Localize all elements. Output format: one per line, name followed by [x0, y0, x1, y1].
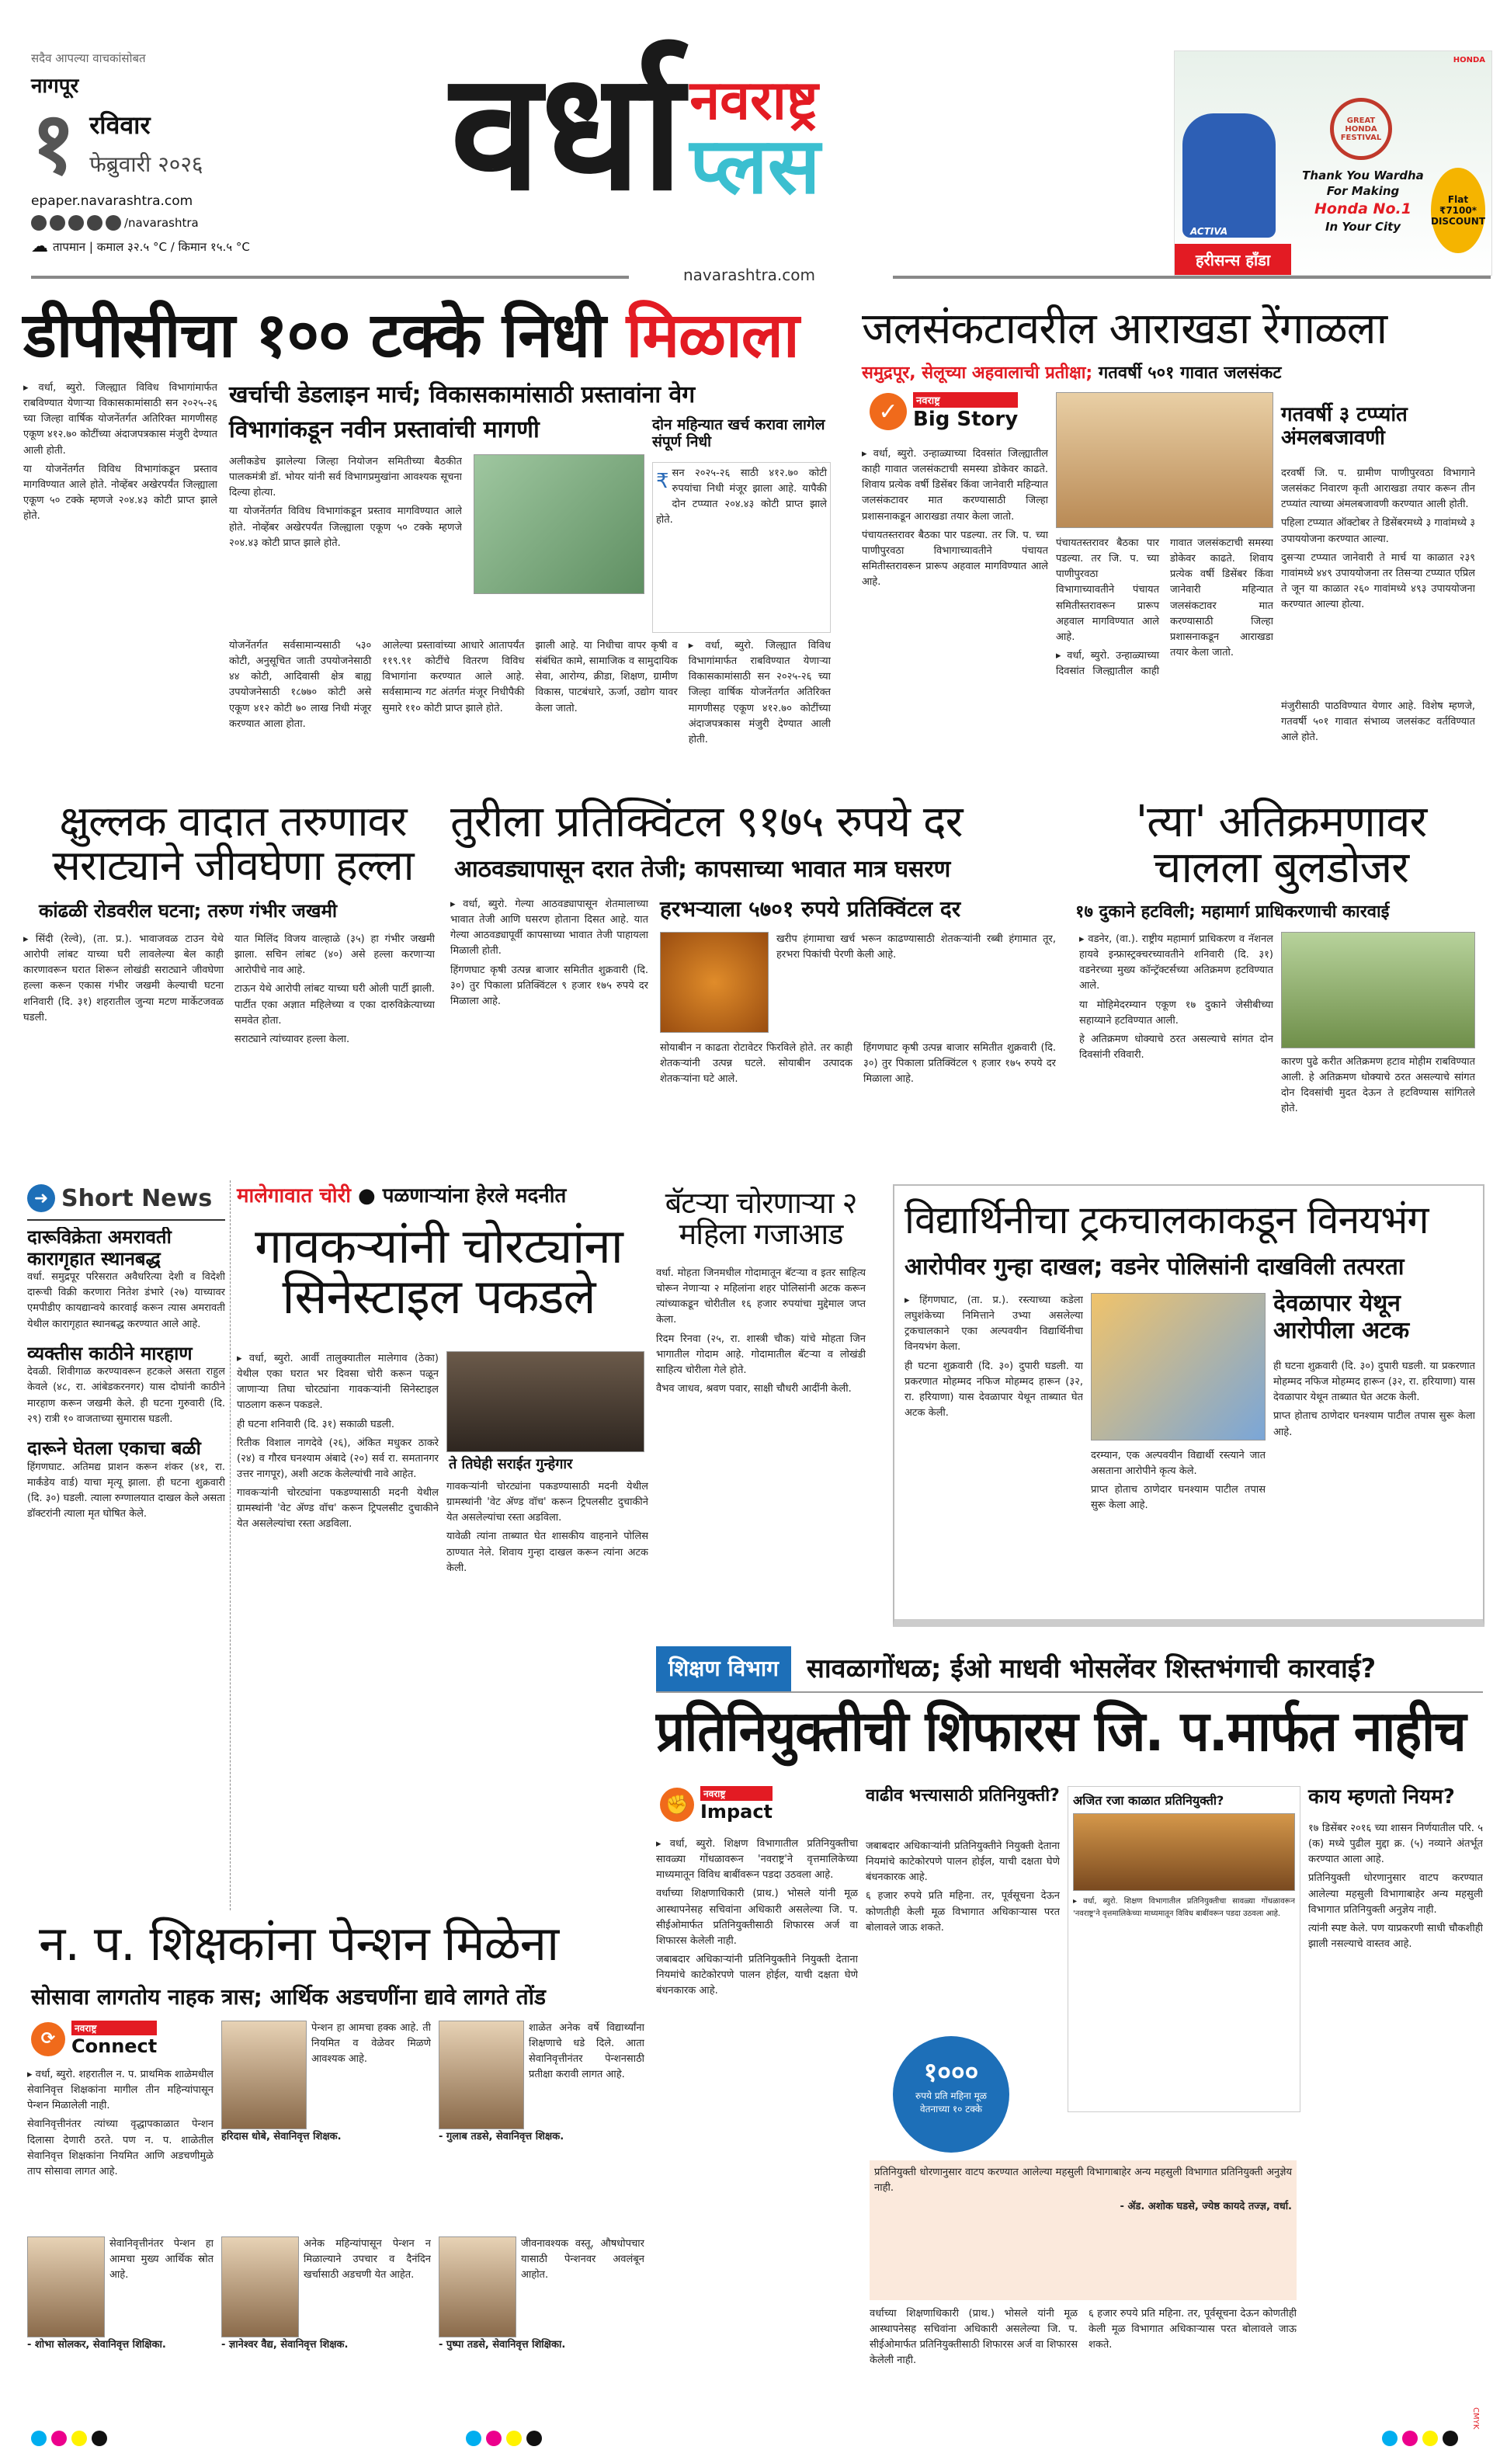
shikshan-para: जबाबदार अधिकाऱ्यांनी प्रतिनियुक्तीने नियुक्ती देताना नियमांचे काटेकोरपणे पालन होईल, याची दक्षता घेणे बंधनकारक आहे.	[656, 1953, 858, 1997]
clipping-text: ▸ वर्धा, ब्युरो. शिक्षण विभागातील प्रतिनियुक्तीचा सावळ्या गोंधळावरून 'नवराष्ट्र'ने वृत्तमालिकेच्या माध्यमातून विविध बाबींवरून पडदा उठवला आहे.	[1073, 1897, 1295, 1918]
honda-ad[interactable]	[1174, 50, 1492, 276]
pension-quote	[27, 2236, 214, 2423]
toor-column-3	[660, 1041, 1056, 1165]
yellow-dot	[506, 2431, 522, 2446]
malegaon-para: गावकऱ्यांनी चोरट्यांना पकडण्यासाठी मदनी येथील ग्रामस्थांनी 'वेट ॲण्ड वॉच' करून ट्रिपलसीट दुचाकीने येत असलेल्यांचा रस्ता अडविला.	[446, 1481, 648, 1524]
bulldozer-subhead: १७ दुकाने हटविली; महामार्ग प्राधिकरणाची कारवाई	[1075, 902, 1390, 922]
shikshan-column-2	[866, 1839, 1060, 2033]
short-news-head: व्यक्तीस काठीने मारहाण	[27, 1342, 193, 1364]
shikshan-para: वर्धाच्या शिक्षणाधिकारी (प्राथ.) भोसले यांनी मूळ आस्थापनेसह सचिवांना अधिकारी असलेल्या जि. प. सीईओमार्फत प्रतिनियुक्तीसाठी शिफारस अर्ज वा शिफारस केलेली नाही.	[870, 2308, 1078, 2367]
water-column-2	[1056, 536, 1273, 784]
honda-logo: HONDA	[1453, 56, 1485, 64]
logo-navarashtra: नवराष्ट्र	[689, 68, 818, 132]
badge-label: Connect	[71, 2035, 158, 2057]
harassment-column-1	[905, 1293, 1083, 1611]
assault-subhead: कांढळी रोडवरील घटना; तरुण गंभीर जखमी	[39, 900, 338, 922]
pulses-photo	[660, 932, 769, 1033]
lead-para: झाली आहे. या निधीचा वापर कृषी व संबंधित कामे, सामाजिक व सामुदायिक सेवा, आरोग्य, क्रीडा, शिक्षण, ग्रामीण विकास, पाटबंधारे, ऊर्जा, उद्योग यावर केला जातो.	[535, 640, 678, 714]
water-side-head: गतवर्षी ३ टप्प्यांत अंमलबजावणी	[1281, 403, 1408, 450]
date: फेब्रुवारी २०२६	[89, 151, 203, 177]
toor-para: सोयाबीन न काढता रोटावेटर फिरविले होते. तर काही शेतकऱ्यांनी उत्पन्न घटले. सोयाबीन उत्पादक शेतकऱ्यांना घटे आले.	[660, 1042, 852, 1086]
festival-badge: GREAT HONDA FESTIVAL	[1330, 98, 1392, 160]
scooter-image	[1182, 113, 1276, 238]
masthead-rule-right	[893, 276, 1491, 279]
color-registration-center	[466, 2431, 547, 2449]
toor-para: हिंगणघाट कृषी उत्पन्न बाजार समितीत शुक्रवारी (दि. ३०) तुर पिकाला प्रतिक्विंटल ९ हजार १७५ रुपये दर मिळाला आहे.	[450, 964, 648, 1007]
lead-para: ▸ वर्धा, ब्युरो. जिल्ह्यात विविध विभागांमार्फत राबविण्यात येणाऱ्या विकासकामांसाठी सन २०२५-२६ च्या जिल्हा वार्षिक योजनेंतर्गत अतिरिक्त मागणीसह एकूण ४१२.७० कोटींच्या अंदाजपत्रकास मंजुरी देण्यात आली होती.	[23, 382, 217, 457]
black-dot	[526, 2431, 542, 2446]
lead-lower-columns	[229, 638, 831, 784]
malegaon-para: ▸ वर्धा, ब्युरो. आर्वी तालुक्यातील मालेगाव (ठेका) येथील एका घरात भर दिवसा चोरी करून पळून जाणाऱ्या तिघा चोरट्यांना गावकऱ्यांनी सिनेस्टाइल पाठलाग करून पकडले.	[237, 1353, 439, 1412]
toor-headline: तुरीला प्रतिक्विंटल ९१७५ रुपये दर	[450, 797, 963, 847]
water-bullet: दरवर्षी जि. प. ग्रामीण पाणीपुरवठा विभागाने जलसंकट निवारण कृती आराखडा तयार करून तीन टप्प्यांत त्याच्या अंमलबजावणी करण्यात आली होती.	[1281, 467, 1475, 511]
weekday: रविवार	[89, 109, 151, 140]
harassment-illustration	[1091, 1293, 1266, 1441]
weather-icon: ☁	[31, 237, 48, 256]
harassment-column-3	[1273, 1359, 1475, 1611]
bulldozer-column-2	[1281, 1055, 1475, 1165]
shikshan-para: जबाबदार अधिकाऱ्यांनी प्रतिनियुक्तीने नियुक्ती देताना नियमांचे काटेकोरपणे पालन होईल, याची दक्षता घेणे बंधनकारक आहे.	[866, 1840, 1060, 1884]
social-row	[31, 215, 287, 231]
lead-side-para: सन २०२५-२६ साठी ४१२.७० कोटी रुपयांचा निधी मंजूर झाला आहे. यापैकी दोन टप्प्यात २०४.४३ कोटी प्राप्त झाले होते.	[656, 467, 827, 527]
color-registration-right	[1382, 2431, 1463, 2449]
malegaon-kicker-red: मालेगावात चोरी	[237, 1184, 351, 1208]
quote-text: पेन्शन हा आमचा हक्क आहे. ती नियमित व वेळेवर मिळणे आवश्यक आहे.	[311, 2022, 431, 2066]
lead-headline	[23, 299, 839, 371]
lead-subhead: खर्चाची डेडलाइन मार्च; विकासकामांसाठी प्रस्तावांना वेग	[229, 381, 696, 408]
rule-para: प्रतिनियुक्ती धोरणानुसार वाटप करण्यात आलेल्या महसुली विभागाबाहेर अन्य महसुली विभागात प्रतिनियुक्ती अनुज्ञेय नाही.	[1308, 1872, 1483, 1916]
pension-headline: न. प. शिक्षकांना पेन्शन मिळेना	[39, 1915, 559, 1972]
lead-column-1	[23, 381, 217, 784]
harassment-para: ही घटना शुक्रवारी (दि. ३०) दुपारी घडली. या प्रकरणात मोहम्मद नफिज मोहम्मद हारून (३२, रा. हरियाणा) यास देवळापार येथून ताब्यात घेत अटक केली.	[905, 1360, 1083, 1419]
badge-label: Big Story	[913, 408, 1019, 431]
shikshan-para: वर्धाच्या शिक्षणाधिकारी (प्राथ.) भोसले यांनी मूळ आस्थापनेसह सचिवांना अधिकारी असलेल्या जि. प. सीईओमार्फत प्रतिनियुक्तीसाठी शिफारस अर्ज वा शिफारस केलेली नाही.	[656, 1888, 858, 1947]
short-news-head: दारूने घेतला एकाचा बळी	[27, 1437, 201, 1459]
quote-name: - पुष्पा तडसे, सेवानिवृत्त शिक्षिका.	[439, 2339, 566, 2351]
shikshan-banner	[656, 1646, 1483, 1693]
badge-top: नवराष्ट्र	[913, 392, 1018, 408]
news-clipping	[1068, 1786, 1300, 2112]
magenta-dot	[486, 2431, 502, 2446]
water-tank-photo	[1056, 392, 1273, 528]
ad-model: ACTIVA	[1190, 226, 1228, 237]
magenta-dot	[51, 2431, 67, 2446]
malegaon-column-1	[237, 1351, 439, 1910]
shikshan-column-1	[656, 1837, 858, 2423]
short-news-text: हिंगणघाट. अतिमद्य प्राशन करून शंकर (४१, रा. मार्कंडेय वार्ड) याचा मृत्यू झाला. ही घटना शुक्रवारी (दि. ३०) घडली. त्याला रुग्णालयात दाखल केले असता डॉक्टरांनी त्याला मृत घोषित केले.	[27, 1461, 225, 1520]
water-headline: जलसंकटावरील आराखडा रेंगाळला	[862, 304, 1387, 354]
cyan-dot	[1382, 2431, 1398, 2446]
cyan-dot	[31, 2431, 47, 2446]
pension-quote	[439, 2236, 644, 2423]
bulldozer-headline: 'त्या' अतिक्रमणावर चालला बुलडोजर	[1135, 797, 1427, 893]
quote-name: - ज्ञानेश्वर वैद्य, सेवानिवृत्त शिक्षक.	[221, 2339, 349, 2351]
cyan-dot	[466, 2431, 481, 2446]
short-news-item	[27, 1438, 225, 1522]
ad-line4: In Your City	[1325, 220, 1401, 235]
short-news-head: दारूविक्रेता अमरावती कारागृहात स्थानबद्ध	[27, 1227, 172, 1270]
shikshan-quote-box	[870, 2160, 1297, 2300]
lead-para: या योजनेंतर्गत विविध विभागांकडून प्रस्ताव मागविण्यात आले होते. नोव्हेंबर अखेरपर्यंत जिल्ह्याला एकूण ५० टक्के म्हणजे २०४.४३ कोटी प्राप्त झाले होते.	[229, 506, 462, 549]
yellow-dot	[1422, 2431, 1438, 2446]
shikshan-para: ६ हजार रुपये प्रति महिना. तर, पूर्वसूचना देऊन कोणतीही केली मूळ विभागात अधिकाऱ्यास परत बोलावले जाऊ शकते.	[1089, 2308, 1297, 2351]
malegaon-kicker-text: पळणाऱ्यांना हेरले मदनीत	[382, 1184, 567, 1208]
pension-quote	[221, 2021, 431, 2230]
water-subline-text: गतवर्षी ५०१ गावात जलसंकट	[1098, 363, 1282, 383]
harassment-column-2	[1091, 1448, 1266, 1611]
masthead-info	[31, 50, 287, 256]
water-para: ▸ वर्धा, ब्युरो. उन्हाळ्याच्या दिवसांत जिल्ह्यातील काही गावात जलसंकटाची समस्या डोकेवर काढते. शिवाय प्रत्येक वर्षी डिसेंबर किंवा जानेवारी महिन्यात जलसंकटावर मात करण्यासाठी जिल्हा प्रशासनाकडून आराखडा तयार केला जातो.	[1056, 537, 1273, 678]
shikshan-column-3	[870, 2306, 1297, 2423]
toor-subhead: आठवड्यापासून दरात तेजी; कापसाच्या भावात मात्र घसरण	[454, 856, 951, 883]
facebook-icon[interactable]	[31, 215, 47, 231]
black-dot	[92, 2431, 107, 2446]
water-subline-red: समुद्रपूर, सेलूच्या अहवालाची प्रतीक्षा;	[862, 363, 1093, 383]
toor-column-1	[450, 897, 648, 1165]
harassment-para: ▸ हिंगणघाट, (ता. प्र.). रस्त्याच्या कडेला लघुशंकेच्या निमित्ताने उभ्या असलेल्या ट्रकचालकाने एका अल्पवयीन विद्यार्थिनीचा विनयभंग केला.	[905, 1295, 1083, 1354]
quote-name: - शोभा सोलकर, सेवानिवृत्त शिक्षिका.	[27, 2339, 166, 2351]
lead-para: ▸ वर्धा, ब्युरो. जिल्ह्यात विविध विभागांमार्फत राबविण्यात येणाऱ्या विकासकामांसाठी सन २०२५-२६ च्या जिल्हा वार्षिक योजनेंतर्गत अतिरिक्त मागणीसह एकूण ४१२.७० कोटींच्या अंदाजपत्रकास मंजुरी देण्यात आली होती.	[688, 640, 831, 745]
clipping-title: अजित रजा काळात प्रतिनियुक्ती?	[1073, 1793, 1224, 1808]
ad-line1: Thank You Wardha	[1302, 169, 1424, 182]
malegaon-para: ही घटना शनिवारी (दि. ३१) सकाळी घडली.	[237, 1418, 394, 1430]
battery-body	[656, 1266, 866, 1631]
social-handle[interactable]: /navarashtra	[124, 216, 199, 230]
epaper-link[interactable]: epaper.navarashtra.com	[31, 193, 193, 209]
color-registration-left	[31, 2431, 112, 2449]
harassment-para: प्राप्त होताच ठाणेदार घनश्याम पाटील तपास सुरू केला आहे.	[1091, 1484, 1266, 1512]
clipping-photo	[1073, 1813, 1295, 1891]
water-para: पंचायतस्तरावर बैठका पार पडल्या. तर जि. प. च्या पाणीपुरवठा विभागाच्यावतीने पंचायत समितीस्तरावरून प्रारूप अहवाल मागविण्यात आले आहे.	[1056, 537, 1159, 643]
weather-readout: तापमान | कमाल ३२.५ °C / किमान १५.५ °C	[53, 239, 250, 254]
harassment-para: दरम्यान, एक अल्पवयीन विद्यार्थी रस्त्याने जात असताना आरोपीने कृत्य केले.	[1091, 1450, 1266, 1478]
pension-quote	[439, 2021, 644, 2230]
ad-line2: For Making	[1326, 184, 1400, 199]
amount-value: १०००	[923, 2057, 979, 2088]
assault-body	[23, 932, 435, 1165]
short-news-badge	[27, 1184, 212, 1212]
arrow-icon: ➜	[27, 1184, 55, 1212]
rule-para: १७ डिसेंबर २०१६ च्या शासन निर्णयातील परि. ५ (क) मध्ये पुढील मुद्दा क्र. (५) नव्याने अंतर्भूत करण्यात आला आहे.	[1308, 1823, 1483, 1866]
logo-wardha: वर्धा	[450, 36, 684, 227]
battery-para: वर्धा. मोहता जिनमधील गोदामातून बॅटऱ्या व इतर साहित्य चोरून नेणाऱ्या २ महिलांना शहर पोलिसांनी अटक करून त्यांच्याकडून चोरीतील १६ हजार रुपयांचा मुद्देमाल जप्त केला.	[656, 1267, 866, 1326]
short-news-list	[27, 1227, 225, 1910]
quote-name: हरिदास धोबे, सेवानिवृत्त शिक्षक.	[221, 2131, 342, 2143]
lead-para: या योजनेंतर्गत विविध विभागांकडून प्रस्ताव मागविण्यात आले होते. नोव्हेंबर अखेरपर्यंत जिल्ह्याला एकूण ५० टक्के म्हणजे २०४.४३ कोटी प्राप्त झाले होते.	[23, 463, 217, 523]
malegaon-para: गावकऱ्यांनी चोरट्यांना पकडण्यासाठी मदनी येथील ग्रामस्थांनी 'वेट ॲण्ड वॉच' करून ट्रिपलसीट दुचाकीने येत असलेल्यांचा रस्ता अडविला.	[237, 1487, 439, 1531]
connect-badge	[31, 2021, 157, 2057]
assault-headline: क्षुल्लक वादात तरुणावर सराट्याने जीवघेणा हल्ला	[52, 797, 414, 890]
teacher-photo	[439, 2236, 516, 2337]
bulldozer-photo	[1281, 932, 1475, 1048]
harassment-subhead: आरोपीवर गुन्हा दाखल; वडनेर पोलिसांनी दाखविली तत्परता	[905, 1253, 1405, 1281]
badge-label: Impact	[700, 1801, 773, 1823]
water-bullets	[1281, 466, 1475, 695]
yellow-dot	[71, 2431, 87, 2446]
pension-body	[27, 2067, 214, 2226]
lead-para: आलेल्या प्रस्तावांच्या आधारे आतापर्यंत ११९.९१ कोटींचे वितरण विविध विभागांना करण्यात आले आहे. सर्वसामान्य गट अंतर्गत मंजूर निधीपैकी सुमारे ११० कोटी प्राप्त झाले होते.	[382, 640, 525, 714]
shikshan-headline: प्रतिनियुक्तीची शिफारस जि. प.मार्फत नाहीच	[656, 1698, 1466, 1764]
bulldozer-para: हे अतिक्रमण धोक्याचे ठरत असल्याचे सांगत दोन दिवसांनी रविवारी.	[1079, 1033, 1273, 1061]
malegaon-para: रितीक विशाल नागदेवे (२६), अंकित मधुकर ठाकरे (२४) व गौरव घनश्याम अंबादे (२०) सर्व रा. समतानगर उत्तर नागपूर), अशी अटक केलेल्यांची नावे आहेत.	[237, 1437, 439, 1480]
water-column-3	[1281, 699, 1475, 784]
threads-icon[interactable]	[106, 215, 121, 231]
rupee-icon: ₹	[656, 470, 669, 493]
shikshan-question: वाढीव भत्त्यासाठी प्रतिनियुक्ती?	[866, 1786, 1060, 1805]
short-news-item	[27, 1227, 225, 1333]
quote-text: अनेक महिन्यांपासून पेन्शन न मिळाल्याने उपचार व दैनंदिन खर्चासाठी अडचणी येत आहेत.	[304, 2238, 431, 2282]
lead-side-head: दोन महिन्यात खर्च करावा लागेल संपूर्ण निधी	[652, 416, 825, 450]
battery-headline: बॅटऱ्या चोरणाऱ्या २ महिला गजाआड	[665, 1186, 857, 1251]
harassment-para: ही घटना शुक्रवारी (दि. ३०) दुपारी घडली. या प्रकरणात मोहम्मद नफिज मोहम्मद हारून (३२, रा. हरियाणा) यास देवळापार येथून ताब्यात घेत अटक केली.	[1273, 1361, 1475, 1404]
harassment-para: प्राप्त होताच ठाणेदार घनश्याम पाटील तपास सुरू केला आहे.	[1273, 1410, 1475, 1438]
lead-side-box	[652, 462, 831, 633]
x-icon[interactable]	[68, 215, 84, 231]
water-subline	[862, 363, 1475, 384]
battery-para: रिदम रिनवा (२५, रा. शास्त्री चौक) यांचे मोहता जिन भागातील गोदाम आहे. गोदामातील बॅटऱ्या व लोखंडी साहित्य चोरीला गेले होते.	[656, 1333, 866, 1376]
toor-side-head: हरभऱ्याला ५७०१ रुपये प्रतिक्विंटल दर	[660, 896, 961, 922]
shikshan-kicker: सावळागोंधळ; ईओ माधवी भोसलेंवर शिस्तभंगाची कारवाई?	[806, 1653, 1377, 1684]
tagline: सदैव आपल्या वाचकांसोबत	[31, 51, 146, 65]
black-dot	[1443, 2431, 1458, 2446]
rule-head: काय म्हणतो नियम?	[1308, 1785, 1455, 1809]
teacher-photo	[27, 2236, 105, 2337]
malegaon-kicker: मालेगावात चोरी ● पळणाऱ्यांना हेरले मदनीत	[237, 1184, 567, 1208]
instagram-icon[interactable]	[50, 215, 65, 231]
youtube-icon[interactable]	[87, 215, 102, 231]
water-column-1	[862, 447, 1048, 784]
toor-para: ▸ वर्धा, ब्युरो. गेल्या आठवड्यापासून शेतमालाच्या भावात तेजी आणि घसरण होताना दिसत आहे. यात गेल्या आठवड्यापूर्वी कापसाच्या भावात तेजी पाहायला मिळाली होती.	[450, 898, 648, 957]
pension-subhead: सोसावा लागतोय नाहक त्रास; आर्थिक अडचणींना द्यावे लागते तोंड	[31, 1984, 546, 2010]
cmyk-mark: CMYK	[1471, 2407, 1480, 2430]
water-para: पंचायतस्तरावर बैठका पार पडल्या. तर जि. प. च्या पाणीपुरवठा विभागाच्यावतीने पंचायत समितीस्तरावरून प्रारूप अहवाल मागविण्यात आले आहे.	[862, 529, 1048, 589]
assault-para: सराट्याने त्यांच्यावर हल्ला केला.	[234, 1033, 350, 1045]
bulldozer-para: ▸ वडनेर, (वा.). राष्ट्रीय महामार्ग प्राधिकरण व नॅशनल हायवे इन्फ्रास्ट्रक्चरच्यावतीने शनिवारी (दि. ३१) वडनेरच्या मुख्य कॉन्ट्रॅक्टर्सच्या अतिक्रमण हटविण्यात आले.	[1079, 933, 1273, 992]
teacher-photo	[221, 2021, 307, 2129]
quote-text: सेवानिवृत्तीनंतर पेन्शन हा आमचा मुख्य आर्थिक स्रोत आहे.	[109, 2238, 214, 2282]
lead-subhead-2: विभागांकडून नवीन प्रस्तावांची मागणी	[229, 416, 540, 443]
discount-badge: Flat ₹7100* DISCOUNT	[1431, 168, 1485, 253]
section-tag: शिक्षण विभाग	[656, 1646, 791, 1692]
lead-para: अलीकडेच झालेल्या जिल्हा नियोजन समितीच्या बैठकीत पालकमंत्री डॉ. भोयर यांनी सर्व विभागप्रमुखांना आवश्यक सूचना दिल्या होत्या.	[229, 456, 462, 499]
hand-icon: ✊	[660, 1788, 694, 1822]
quote-para: प्रतिनियुक्ती धोरणानुसार वाटप करण्यात आलेल्या महसुली विभागाबाहेर अन्य महसुली विभागात प्रतिनियुक्ती अनुज्ञेय नाही.	[874, 2167, 1292, 2195]
lead-para: योजनेंतर्गत सर्वसामान्यसाठी ५३० कोटी, अनुसूचित जाती उपयोजनेसाठी ४४ कोटी, आदिवासी क्षेत्र बाह्य उपयोजनेसाठी १८७७० कोटी असे एकूण ४१२ कोटी ७० लाख निधी मंजूर करण्यात आला होता.	[229, 640, 372, 730]
short-news-text: वर्धा. समुद्रपूर परिसरात अवैधरित्या देशी व विदेशी दारूची विक्री करणारा नितेश डंभारे (२७) याच्यावर एमपीडीए कायद्यान्वये कारवाई करून त्यास अमरावती येथील कारागृहात स्थानबद्ध करण्यात आले आहे.	[27, 1271, 225, 1330]
dealer-name: हरीसन्स हॉंडा	[1175, 244, 1291, 275]
photo-caption: ते तिघेही सराईत गुन्हेगार	[449, 1456, 573, 1472]
logo-plus: प्लस	[689, 120, 821, 211]
impact-badge	[660, 1786, 773, 1823]
toor-column-2	[776, 932, 1056, 1033]
water-bullet: पहिला टप्प्यात ऑक्टोबर ते डिसेंबरमध्ये ३ गावांमध्ये ३ उपाययोजना करण्यात आल्या.	[1281, 517, 1475, 545]
rule-column	[1308, 1821, 1483, 2423]
harassment-headline: विद्यार्थिनीचा ट्रकचालकाकडून विनयभंग	[905, 1197, 1429, 1242]
bulldozer-para: या मोहिमेदरम्यान एकूण १७ दुकाने जेसीबीच्या सहाय्याने हटविण्यात आली.	[1079, 999, 1273, 1027]
water-bullet: दुसऱ्या टप्प्यात जानेवारी ते मार्च या काळात २३९ गावांमध्ये ४४९ उपाययोजना तर तिसऱ्या टप्प्यात एप्रिल ते जून या काळात २६० गावांमध्ये ४९३ उपाययोजना करण्यात आल्या होत्या.	[1281, 551, 1475, 611]
shikshan-para: ▸ वर्धा, ब्युरो. शिक्षण विभागातील प्रतिनियुक्तीचा सावळ्या गोंधळावरून 'नवराष्ट्र'ने वृत्तमालिकेच्या माध्यमातून विविध बाबींवरून पडदा उठवला आहे.	[656, 1838, 858, 1882]
teacher-photo	[439, 2021, 524, 2129]
magenta-dot	[1402, 2431, 1418, 2446]
assault-para: यात मिलिंद विजय वाल्हाळे (३५) हा गंभीर जखमी झाला. सचिन लांबट (४०) असे हल्ला करणाऱ्या आरोपीचे नाव आहे.	[234, 933, 435, 977]
pension-quote	[221, 2236, 431, 2423]
toor-para: खरीप हंगामाचा खर्च भरून काढण्यासाठी शेतकऱ्यांनी रब्बी हंगामात तूर, हरभरा पिकांची पेरणी केली आहे.	[776, 933, 1056, 961]
teacher-photo	[221, 2236, 299, 2337]
checkmark-icon: ✓	[870, 393, 907, 430]
masthead-rule-left	[31, 276, 629, 279]
assault-para: ▸ सिंदी (रेल्वे), (ता. प्र.). भावाजवळ टाउन येथे आरोपी लांबट याच्या घरी लावलेल्या बेल काही कारणावरून घरात शिरून लोखंडी सराट्याने जीवघेणा हल्ला करून एकास गंभीर जखमी केल्याची घटना शनिवारी (दि. ३१) शहरातील जुन्या मटण मार्केटजवळ घडली.	[23, 933, 224, 1023]
short-news-item	[27, 1343, 225, 1427]
bulldozer-column-1	[1079, 932, 1273, 1165]
suspects-photo	[446, 1351, 644, 1452]
pension-para: सेवानिवृत्तीनंतर त्यांच्या वृद्धापकाळात पेन्शन दिलासा देणारी ठरते. पण न. प. शाळेतील सेवानिवृत्त शिक्षकांना नियमित आणि अडचणीमुळे ताप सोसावा लागत आहे.	[27, 2118, 214, 2177]
amount-text: रुपये प्रति महिना मूळ वेतनाच्या १० टक्के	[915, 2090, 987, 2115]
assault-para: टाऊन येथे आरोपी लांबट याच्या घरी ओली पार्टी झाली. पार्टीत एका अज्ञात महिलेच्या व एका दारुविक्रेत्याच्या समवेत होता.	[234, 983, 435, 1027]
bulldozer-para: कारण पुढे करीत अतिक्रमण हटाव मोहीम राबविण्यात आली. हे अतिक्रमण धोक्याचे ठरत असल्याचे सांगत दोन दिवसांची मुदत देऊन ते हटविण्यास सांगितले होते.	[1281, 1056, 1475, 1115]
ad-line3: Honda No.1	[1314, 200, 1411, 217]
connect-icon: ⟳	[31, 2022, 65, 2056]
newspaper-logo	[450, 36, 821, 227]
shikshan-para: ६ हजार रुपये प्रति महिना. तर, पूर्वसूचना देऊन कोणतीही केली मूळ विभागात अधिकाऱ्यास परत बोलावले जाऊ शकते.	[866, 1890, 1060, 1934]
quote-text: शाळेत अनेक वर्षे विद्यार्थ्यांना शिक्षणाचे धडे दिले. आता सेवानिवृत्तीनंतर पेन्शनसाठी प्रतीक्षा करावी लागत आहे.	[529, 2022, 644, 2081]
battery-para: वैभव जाधव, श्रवण पवार, साक्षी चौधरी आदींनी केली.	[656, 1382, 852, 1395]
big-story-badge	[870, 392, 1018, 431]
quote-signature: - ॲड. अशोक घडसे, ज्येष्ठ कायदे तज्ज्ञ, वर्धा.	[1120, 2201, 1292, 2213]
harassment-side-head: देवळापार येथून आरोपीला अटक	[1273, 1290, 1410, 1344]
water-para: मंजुरीसाठी पाठविण्यात येणार आहे. विशेष म्हणजे, गतवर्षी ५०१ गावात संभाव्य जलसंकट वर्तविण्यात आले होते.	[1281, 700, 1475, 744]
water-para: ▸ वर्धा, ब्युरो. उन्हाळ्याच्या दिवसांत जिल्ह्यातील काही गावात जलसंकटाची समस्या डोकेवर काढते. शिवाय प्रत्येक वर्षी डिसेंबर किंवा जानेवारी महिन्यात जलसंकटावर मात करण्यासाठी जिल्हा प्रशासनाकडून आराखडा तयार केला जातो.	[862, 448, 1048, 523]
malegaon-column-2	[446, 1479, 648, 1910]
city: नागपूर	[31, 75, 79, 98]
short-news-title: Short News	[61, 1184, 213, 1212]
lead-headline-red: मिळाला	[626, 299, 799, 371]
malegaon-headline: गावकऱ्यांनी चोरट्यांना सिनेस्टाइल पकडले	[255, 1218, 623, 1326]
website[interactable]: navarashtra.com	[683, 266, 815, 284]
malegaon-para: यावेळी त्यांना ताब्यात घेत शासकीय वाहनाने पोलिस ठाण्यात नेले. शिवाय गुन्हा दाखल करून त्यांना अटक केली.	[446, 1531, 648, 1574]
lead-headline-black: डीपीसीचा १०० टक्के निधी	[23, 299, 606, 371]
currency-notes-photo	[474, 454, 644, 594]
toor-para: हिंगणघाट कृषी उत्पन्न बाजार समितीत शुक्रवारी (दि. ३०) तुर पिकाला प्रतिक्विंटल ९ हजार १७५ रुपये दर मिळाला आहे.	[863, 1042, 1056, 1086]
rule-para: त्यांनी स्पष्ट केले. पण याप्रकरणी साधी चौकशीही झाली नसल्याचे वास्तव आहे.	[1308, 1922, 1483, 1950]
amount-circle	[893, 2036, 1009, 2153]
lead-column-2	[229, 454, 462, 629]
badge-top: नवराष्ट्र	[71, 2021, 157, 2035]
quote-name: - गुलाब तडसे, सेवानिवृत्त शिक्षक.	[439, 2131, 564, 2143]
badge-top: नवराष्ट्र	[700, 1786, 773, 1801]
day-number: १	[31, 93, 76, 193]
pension-para: ▸ वर्धा, ब्युरो. शहरातील न. प. प्राथमिक शाळेमधील सेवानिवृत्त शिक्षकांना मागील तीन महिन्यांपासून पेन्शन मिळालेली नाही.	[27, 2069, 214, 2112]
short-news-text: देवळी. शिवीगाळ करण्यावरून हटकले असता राहुल केवले (४८, रा. आंबेडकरनगर) यास दोघांनी काठीने मारहाण करून जखमी केले. ही घटना गुरुवारी (दि. २९) रात्री १० वाजताच्या सुमारास घडली.	[27, 1366, 225, 1425]
quote-text: जीवनावश्यक वस्तू, औषधोपचार यासाठी पेन्शनवर अवलंबून आहोत.	[521, 2238, 644, 2282]
